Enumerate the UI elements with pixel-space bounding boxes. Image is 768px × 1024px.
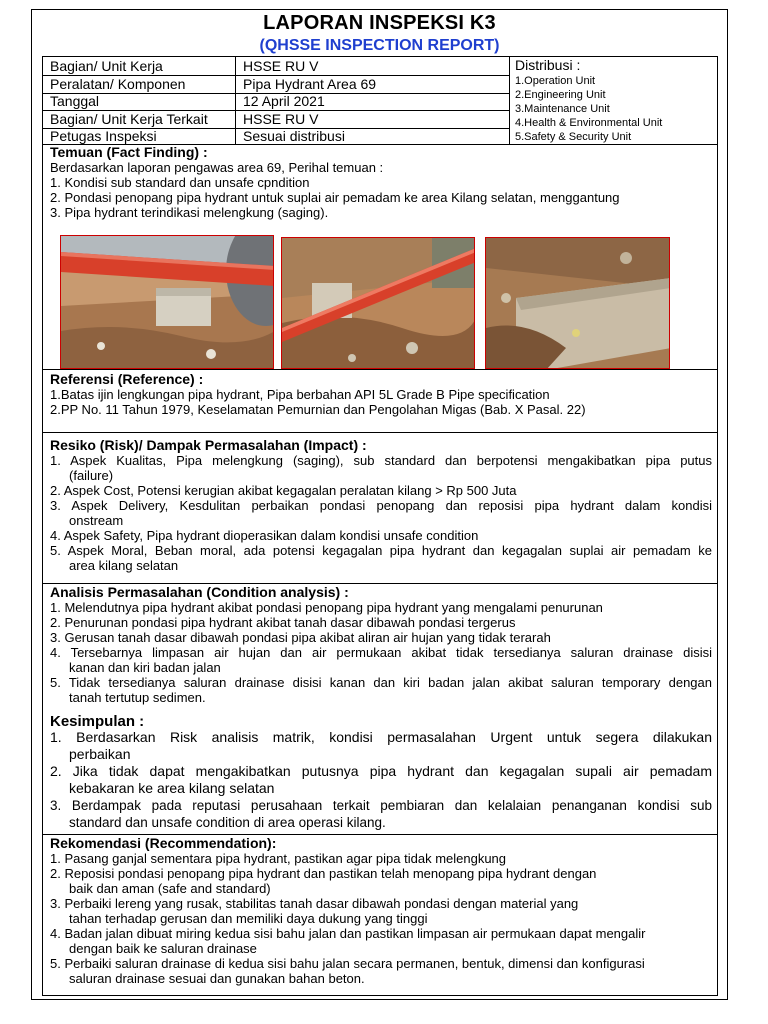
analysis-item-cont: tanah tertutup sedimen.: [69, 690, 206, 705]
meta-divider: [509, 57, 510, 144]
meta-row: [43, 127, 509, 145]
analysis-item: 1. Melendutnya pipa hydrant akibat pondasi penopang pipa hydrant yang mengalami penurunan: [50, 600, 603, 615]
report-page: [31, 9, 728, 1000]
risk-item: 4. Aspek Safety, Pipa hydrant dioperasikan dalam kondisi unsafe condition: [50, 528, 479, 543]
finding-item: 3. Pipa hydrant terindikasi melengkung (saging).: [50, 205, 329, 220]
conclusion-item: 3. Berdampak pada reputasi perusahaan terkait pembiaran dan kelalaian penanganan kondisi sub: [50, 798, 712, 813]
meta-row: [43, 75, 509, 94]
meta-label: Bagian/ Unit Kerja Terkait: [50, 110, 208, 127]
findings-intro: Berdasarkan laporan pengawas area 69, Perihal temuan :: [50, 160, 384, 175]
reference-section: [42, 370, 718, 433]
distribution-item: 4.Health & Environmental Unit: [515, 117, 663, 129]
analysis-item-cont: kanan dan kiri badan jalan: [69, 660, 221, 675]
conclusion-item: 2. Jika tidak dapat mengakibatkan putusnya pipa hydrant dan kegagalan supali air pemadam: [50, 763, 712, 779]
recommendation-item-cont: baik dan aman (safe and standard): [69, 881, 271, 896]
report-subtitle: (QHSSE INSPECTION REPORT): [259, 37, 500, 54]
finding-item: 1. Kondisi sub standard dan unsafe cpndition: [50, 175, 310, 190]
conclusion-item-cont: perbaikan: [69, 746, 131, 762]
analysis-title: Analisis Permasalahan (Condition analysis) :: [50, 584, 349, 600]
risk-item: 5. Aspek Moral, Beban moral, ada potensi kegagalan pipa hydrant dan kegagalan suplai air pemadam ke: [50, 543, 712, 558]
recommendation-item-cont: dengan baik ke saluran drainase: [69, 941, 257, 956]
finding-item: 2. Pondasi penopang pipa hydrant untuk suplai air pemadam ke area Kilang selatan, menggantung: [50, 190, 620, 205]
analysis-item: 4. Tersebarnya limpasan air hujan dan air permukaan akibat tidak tersedianya saluran drainase disisi: [50, 645, 712, 660]
analysis-item: 2. Penurunan pondasi pipa hydrant akibat tanah dasar dibawah pondasi tergerus: [50, 615, 516, 630]
distribution-item: 3.Maintenance Unit: [515, 103, 610, 115]
conclusion-title: Kesimpulan :: [50, 713, 145, 730]
reference-title: Referensi (Reference) :: [50, 371, 204, 387]
meta-label: Bagian/ Unit Kerja: [50, 58, 163, 74]
meta-row: [43, 92, 509, 111]
reference-item: 1.Batas ijin lengkungan pipa hydrant, Pipa berbahan API 5L Grade B Pipe specification: [50, 387, 550, 402]
risk-item-cont: (failure): [69, 468, 114, 483]
conclusion-item: 1. Berdasarkan Risk analisis matrik, kondisi permasalahan Urgent untuk segera dilakukan: [50, 729, 712, 745]
meta-row: [43, 110, 509, 129]
reference-item: 2.PP No. 11 Tahun 1979, Keselamatan Pemurnian dan Pengolahan Migas (Bab. X Pasal. 22): [50, 402, 586, 417]
distribution-item: 2.Engineering Unit: [515, 89, 606, 101]
risk-item: 2. Aspek Cost, Potensi kerugian akibat kegagalan peralatan kilang > Rp 500 Juta: [50, 483, 517, 498]
meta-label: Tanggal: [50, 93, 100, 109]
meta-row: [43, 57, 509, 76]
distribution-list: [515, 57, 715, 144]
recommendation-item-cont: saluran drainase sesuai dan gunakan bahan beton.: [69, 971, 365, 986]
meta-value: Sesuai distribusi: [243, 128, 345, 144]
findings-title: Temuan (Fact Finding) :: [50, 144, 208, 160]
distribution-item: 1.Operation Unit: [515, 75, 596, 87]
risk-title: Resiko (Risk)/ Dampak Permasalahan (Impact) :: [50, 437, 367, 453]
finding-photo: [60, 235, 274, 369]
risk-item-cont: onstream: [69, 513, 124, 528]
report-title: LAPORAN INSPEKSI K3: [263, 12, 496, 34]
conclusion-item-cont: kebakaran ke area kilang selatan: [69, 780, 275, 796]
finding-photo: [485, 237, 670, 369]
meta-label: Petugas Inspeksi: [50, 128, 157, 144]
recommendation-item: 1. Pasang ganjal sementara pipa hydrant, pastikan agar pipa tidak melengkung: [50, 851, 507, 866]
risk-item: 3. Aspek Delivery, Kesdulitan perbaikan pondasi penopang dan reposisi pipa hydrant dalam kondisi: [50, 498, 712, 513]
distribution-title: Distribusi :: [515, 57, 581, 73]
recommendation-item: 5. Perbaiki saluran drainase di kedua sisi bahu jalan secara permanen, bentuk, dimensi dan konfigurasi: [50, 956, 645, 971]
recommendation-item: 4. Badan jalan dibuat miring kedua sisi bahu jalan dan pastikan limpasan air permukaan dapat mengalir: [50, 926, 646, 941]
finding-photo: [281, 237, 475, 369]
recommendation-title: Rekomendasi (Recommendation):: [50, 835, 277, 851]
recommendation-item: 2. Reposisi pondasi penopang pipa hydrant dan pastikan telah menopang pipa hydrant dengan: [50, 866, 597, 881]
analysis-item: 5. Tidak tersedianya saluran drainase disisi kanan dan kiri badan jalan akibat saluran temporary dengan: [50, 675, 712, 690]
analysis-section: [42, 584, 718, 835]
findings-section: [42, 145, 718, 370]
recommendation-section: [42, 835, 718, 996]
risk-item: 1. Aspek Kualitas, Pipa melengkung (saging), sub standard dan berpotensi mengakibatkan pipa putus: [50, 453, 712, 468]
risk-item-cont: area kilang selatan: [69, 558, 179, 573]
recommendation-item-cont: tahan terhadap gerusan dan memiliki daya dukung yang tinggi: [69, 911, 428, 926]
recommendation-item: 3. Perbaiki lereng yang rusak, stabilitas tanah dasar dibawah pondasi dengan material yang: [50, 896, 579, 911]
risk-section: [42, 433, 718, 584]
meta-table: [42, 56, 718, 145]
meta-label: Peralatan/ Komponen: [50, 75, 186, 92]
meta-value: Pipa Hydrant Area 69: [243, 75, 377, 92]
meta-value: HSSE RU V: [243, 110, 319, 127]
meta-value: 12 April 2021: [243, 93, 325, 109]
analysis-item: 3. Gerusan tanah dasar dibawah pondasi pipa akibat aliran air hujan yang tidak terarah: [50, 630, 551, 645]
meta-value: HSSE RU V: [243, 58, 319, 74]
conclusion-item-cont: standard dan unsafe condition di area operasi kilang.: [69, 815, 386, 830]
distribution-item: 5.Safety & Security Unit: [515, 131, 632, 143]
